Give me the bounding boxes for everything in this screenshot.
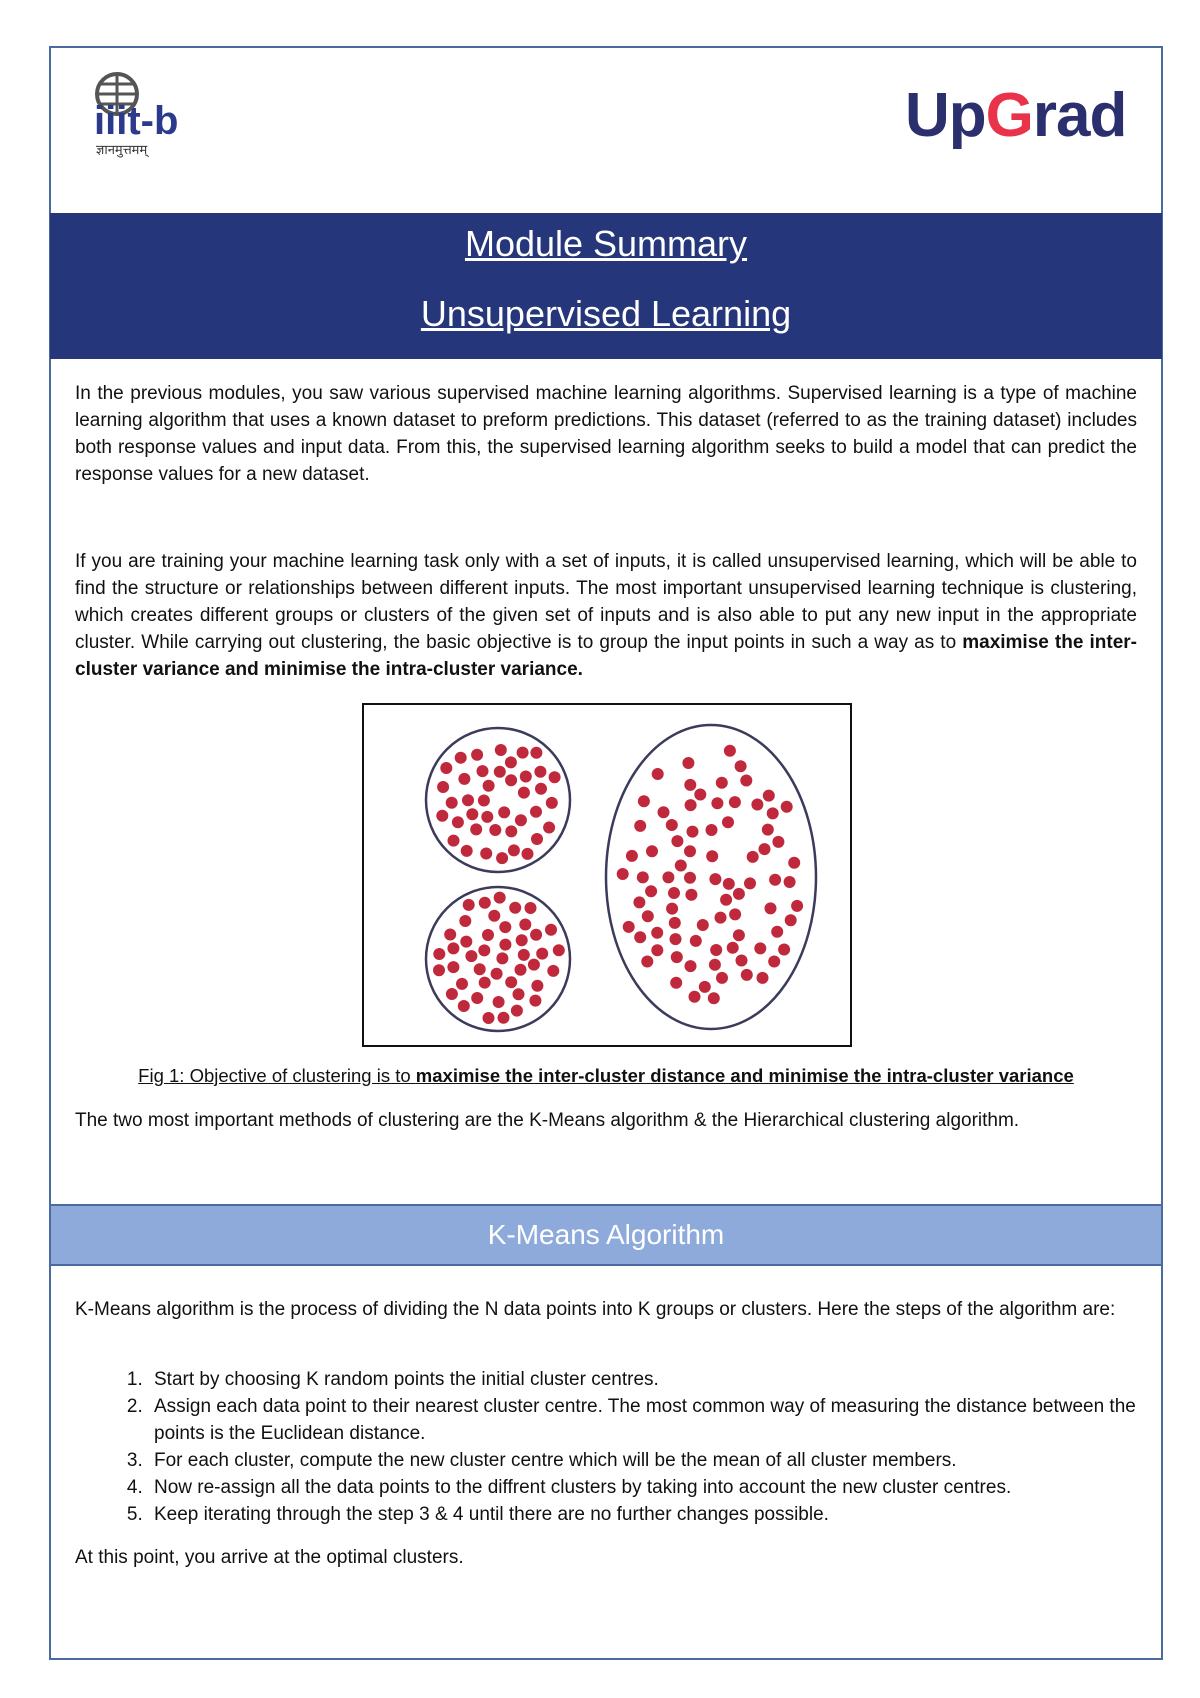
data-point bbox=[489, 824, 501, 836]
data-point bbox=[778, 944, 790, 956]
data-point bbox=[530, 929, 542, 941]
upgrad-logo bbox=[905, 80, 1126, 151]
data-point bbox=[446, 988, 458, 1000]
data-point bbox=[641, 956, 653, 968]
data-point bbox=[496, 852, 508, 864]
data-point bbox=[479, 897, 491, 909]
data-point bbox=[759, 843, 771, 855]
data-point bbox=[478, 795, 490, 807]
figure-caption bbox=[75, 1065, 1137, 1087]
data-point bbox=[724, 745, 736, 757]
data-point bbox=[769, 874, 781, 886]
iiitb-logo bbox=[90, 70, 210, 160]
kmeans-step: 4. Now re-assign all the data points to the diffrent clusters by taking into account the new cluster centres. bbox=[148, 1474, 1168, 1501]
data-point bbox=[662, 871, 674, 883]
data-point bbox=[666, 903, 678, 915]
data-point bbox=[715, 912, 727, 924]
data-point bbox=[505, 825, 517, 837]
data-point bbox=[546, 797, 558, 809]
data-point bbox=[461, 845, 473, 857]
kmeans-conclusion: At this point, you arrive at the optimal clusters. bbox=[75, 1547, 464, 1568]
data-point bbox=[671, 835, 683, 847]
page-subtitle: Unsupervised Learning bbox=[420, 293, 792, 334]
data-point bbox=[460, 936, 472, 948]
data-point bbox=[747, 851, 759, 863]
intro-paragraph-2 bbox=[75, 548, 1137, 683]
kmeans-step: 5. Keep iterating through the step 3 & 4 until there are no further changes possible. bbox=[148, 1501, 1168, 1528]
data-point bbox=[781, 801, 793, 813]
data-point bbox=[446, 797, 458, 809]
data-point bbox=[690, 935, 702, 947]
data-point bbox=[529, 995, 541, 1007]
data-point bbox=[459, 915, 471, 927]
data-point bbox=[481, 811, 493, 823]
intro-paragraph-1: In the previous modules, you saw various supervised machine learning algorithms. Supervised learning is a type of machine learning algorithm that uses a known dataset to preform predictions. This dataset (referred to as the training dataset) includes both response values and input data. From this, the supervised learning algorithm seeks to build a model that can predict the response values for a new dataset. bbox=[75, 383, 1137, 485]
data-point bbox=[733, 888, 745, 900]
data-point bbox=[708, 992, 720, 1004]
data-point bbox=[491, 968, 503, 980]
kmeans-step: 1. Start by choosing K random points the initial cluster centres. bbox=[148, 1366, 1168, 1393]
data-point bbox=[522, 848, 534, 860]
data-point bbox=[536, 948, 548, 960]
data-point bbox=[684, 779, 696, 791]
data-point bbox=[543, 822, 555, 834]
data-point bbox=[549, 771, 561, 783]
methods-paragraph: The two most important methods of clustering are the K-Means algorithm & the Hierarchical clustering algorithm. bbox=[75, 1110, 1020, 1131]
data-point bbox=[515, 964, 527, 976]
data-point bbox=[788, 857, 800, 869]
data-point bbox=[513, 988, 525, 1000]
data-point bbox=[516, 934, 528, 946]
data-point bbox=[771, 926, 783, 938]
data-point bbox=[626, 850, 638, 862]
data-point bbox=[722, 816, 734, 828]
data-point bbox=[471, 992, 483, 1004]
data-point bbox=[528, 959, 540, 971]
data-point bbox=[651, 944, 663, 956]
data-point bbox=[689, 991, 701, 1003]
data-point bbox=[480, 848, 492, 860]
data-point bbox=[547, 965, 559, 977]
data-point bbox=[505, 976, 517, 988]
data-point bbox=[437, 781, 449, 793]
data-point bbox=[671, 951, 683, 963]
data-point bbox=[723, 878, 735, 890]
data-point bbox=[633, 896, 645, 908]
clustering-diagram bbox=[364, 705, 849, 1044]
data-point bbox=[675, 860, 687, 872]
data-point bbox=[535, 783, 547, 795]
intro-paragraph-2-text: If you are training your machine learning task only with a set of inputs, it is called unsupervised learning, which will be able to find the structure or relationships between different inputs. The most important unsupervised learning technique is clustering, which creates different groups or clusters of the given set of inputs and is also able to put any new input in the appropriate cluster. While carrying out clustering, the basic objective is to group the input points in such a way as to bbox=[75, 551, 1137, 653]
data-point bbox=[447, 942, 459, 954]
iiitb-logo-graphic bbox=[90, 70, 210, 140]
data-point bbox=[534, 766, 546, 778]
data-point bbox=[511, 1005, 523, 1017]
data-point bbox=[699, 981, 711, 993]
data-point bbox=[455, 752, 467, 764]
data-point bbox=[666, 819, 678, 831]
data-point bbox=[736, 955, 748, 967]
data-point bbox=[440, 762, 452, 774]
data-point bbox=[772, 836, 784, 848]
figure-caption-plain: Fig 1: Objective of clustering is to bbox=[138, 1065, 416, 1086]
data-point bbox=[498, 1012, 510, 1024]
upgrad-logo-g: G bbox=[985, 81, 1033, 150]
figure-caption-bold: maximise the inter-cluster distance and minimise the intra-cluster variance bbox=[415, 1065, 1074, 1086]
data-point bbox=[711, 797, 723, 809]
data-point bbox=[499, 921, 511, 933]
page-title: Module Summary bbox=[464, 223, 748, 264]
upgrad-logo-up: Up bbox=[905, 81, 986, 150]
kmeans-section-heading: K-Means Algorithm bbox=[49, 1204, 1163, 1266]
data-point bbox=[670, 977, 682, 989]
data-point bbox=[744, 877, 756, 889]
data-point bbox=[658, 806, 670, 818]
data-point bbox=[518, 787, 530, 799]
data-point bbox=[452, 816, 464, 828]
data-point bbox=[530, 747, 542, 759]
data-point bbox=[478, 944, 490, 956]
kmeans-step: 2. Assign each data point to their nearest cluster centre. The most common way of measuring the distance between the points is the Euclidean distance. bbox=[148, 1393, 1168, 1447]
data-point bbox=[525, 902, 537, 914]
data-point bbox=[669, 917, 681, 929]
data-point bbox=[530, 806, 542, 818]
data-point bbox=[727, 942, 739, 954]
data-point bbox=[498, 806, 510, 818]
data-point bbox=[447, 961, 459, 973]
data-point bbox=[694, 789, 706, 801]
data-point bbox=[483, 780, 495, 792]
data-point bbox=[668, 887, 680, 899]
data-point bbox=[791, 900, 803, 912]
data-point bbox=[687, 826, 699, 838]
title-banner bbox=[50, 213, 1162, 359]
data-point bbox=[706, 850, 718, 862]
data-point bbox=[729, 796, 741, 808]
data-point bbox=[531, 980, 543, 992]
data-point bbox=[645, 885, 657, 897]
data-point bbox=[465, 950, 477, 962]
data-point bbox=[685, 889, 697, 901]
data-point bbox=[494, 766, 506, 778]
data-point bbox=[729, 908, 741, 920]
data-point bbox=[685, 960, 697, 972]
data-point bbox=[462, 794, 474, 806]
kmeans-intro: K-Means algorithm is the process of dividing the N data points into K groups or clusters. Here the steps of the algorithm are: bbox=[75, 1299, 1116, 1320]
data-point bbox=[735, 760, 747, 772]
data-point bbox=[495, 744, 507, 756]
data-point bbox=[785, 914, 797, 926]
data-point bbox=[697, 919, 709, 931]
data-point bbox=[458, 773, 470, 785]
data-point bbox=[433, 948, 445, 960]
data-point bbox=[682, 757, 694, 769]
data-point bbox=[496, 952, 508, 964]
data-point bbox=[505, 774, 517, 786]
data-point bbox=[458, 1000, 470, 1012]
data-point bbox=[509, 902, 521, 914]
data-point bbox=[634, 820, 646, 832]
data-point bbox=[448, 835, 460, 847]
iiitb-logo-text: iiit-b bbox=[94, 99, 179, 140]
data-point bbox=[520, 771, 532, 783]
kmeans-step: 3. For each cluster, compute the new cluster centre which will be the mean of all cluster members. bbox=[148, 1447, 1168, 1474]
data-point bbox=[474, 963, 486, 975]
data-point bbox=[646, 845, 658, 857]
data-point bbox=[471, 749, 483, 761]
data-point bbox=[634, 931, 646, 943]
data-point bbox=[477, 765, 489, 777]
data-point bbox=[651, 927, 663, 939]
data-point bbox=[709, 873, 721, 885]
data-point bbox=[517, 747, 529, 759]
data-point bbox=[499, 939, 511, 951]
data-point bbox=[493, 996, 505, 1008]
data-point bbox=[444, 929, 456, 941]
data-point bbox=[767, 807, 779, 819]
data-point bbox=[531, 833, 543, 845]
data-point bbox=[685, 799, 697, 811]
data-point bbox=[784, 876, 796, 888]
data-point bbox=[716, 777, 728, 789]
data-point bbox=[710, 944, 722, 956]
data-point bbox=[488, 910, 500, 922]
data-point bbox=[508, 844, 520, 856]
intro-paragraph-2-bold: maximise the inter-cluster variance and minimise the intra-cluster variance. bbox=[75, 632, 1137, 680]
data-point bbox=[470, 823, 482, 835]
data-point bbox=[519, 919, 531, 931]
data-point bbox=[652, 768, 664, 780]
data-point bbox=[433, 964, 445, 976]
data-point bbox=[684, 845, 696, 857]
kmeans-steps-list bbox=[108, 1366, 1168, 1528]
data-point bbox=[762, 824, 774, 836]
data-point bbox=[479, 977, 491, 989]
data-point bbox=[642, 910, 654, 922]
data-point bbox=[617, 868, 629, 880]
data-point bbox=[733, 929, 745, 941]
data-point bbox=[763, 790, 775, 802]
data-point bbox=[518, 949, 530, 961]
data-point bbox=[741, 969, 753, 981]
data-point bbox=[505, 756, 517, 768]
data-point bbox=[482, 929, 494, 941]
data-point bbox=[757, 972, 769, 984]
data-point bbox=[463, 899, 475, 911]
upgrad-logo-rad: rad bbox=[1032, 81, 1127, 150]
data-point bbox=[706, 824, 718, 836]
iiitb-tagline: ज्ञानमुत्तमम् bbox=[96, 143, 148, 158]
data-point bbox=[716, 972, 728, 984]
data-point bbox=[684, 872, 696, 884]
data-point bbox=[638, 795, 650, 807]
data-point bbox=[670, 933, 682, 945]
data-point bbox=[709, 959, 721, 971]
data-point bbox=[751, 799, 763, 811]
data-point bbox=[466, 808, 478, 820]
data-point bbox=[483, 1012, 495, 1024]
data-point bbox=[436, 810, 448, 822]
data-point bbox=[515, 814, 527, 826]
clustering-figure bbox=[362, 703, 852, 1047]
data-point bbox=[765, 902, 777, 914]
data-point bbox=[553, 944, 565, 956]
data-point bbox=[768, 956, 780, 968]
data-point bbox=[456, 978, 468, 990]
data-point bbox=[637, 871, 649, 883]
data-point bbox=[754, 942, 766, 954]
data-point bbox=[623, 921, 635, 933]
data-point bbox=[545, 924, 557, 936]
data-point bbox=[720, 894, 732, 906]
data-point bbox=[494, 892, 506, 904]
data-point bbox=[740, 775, 752, 787]
